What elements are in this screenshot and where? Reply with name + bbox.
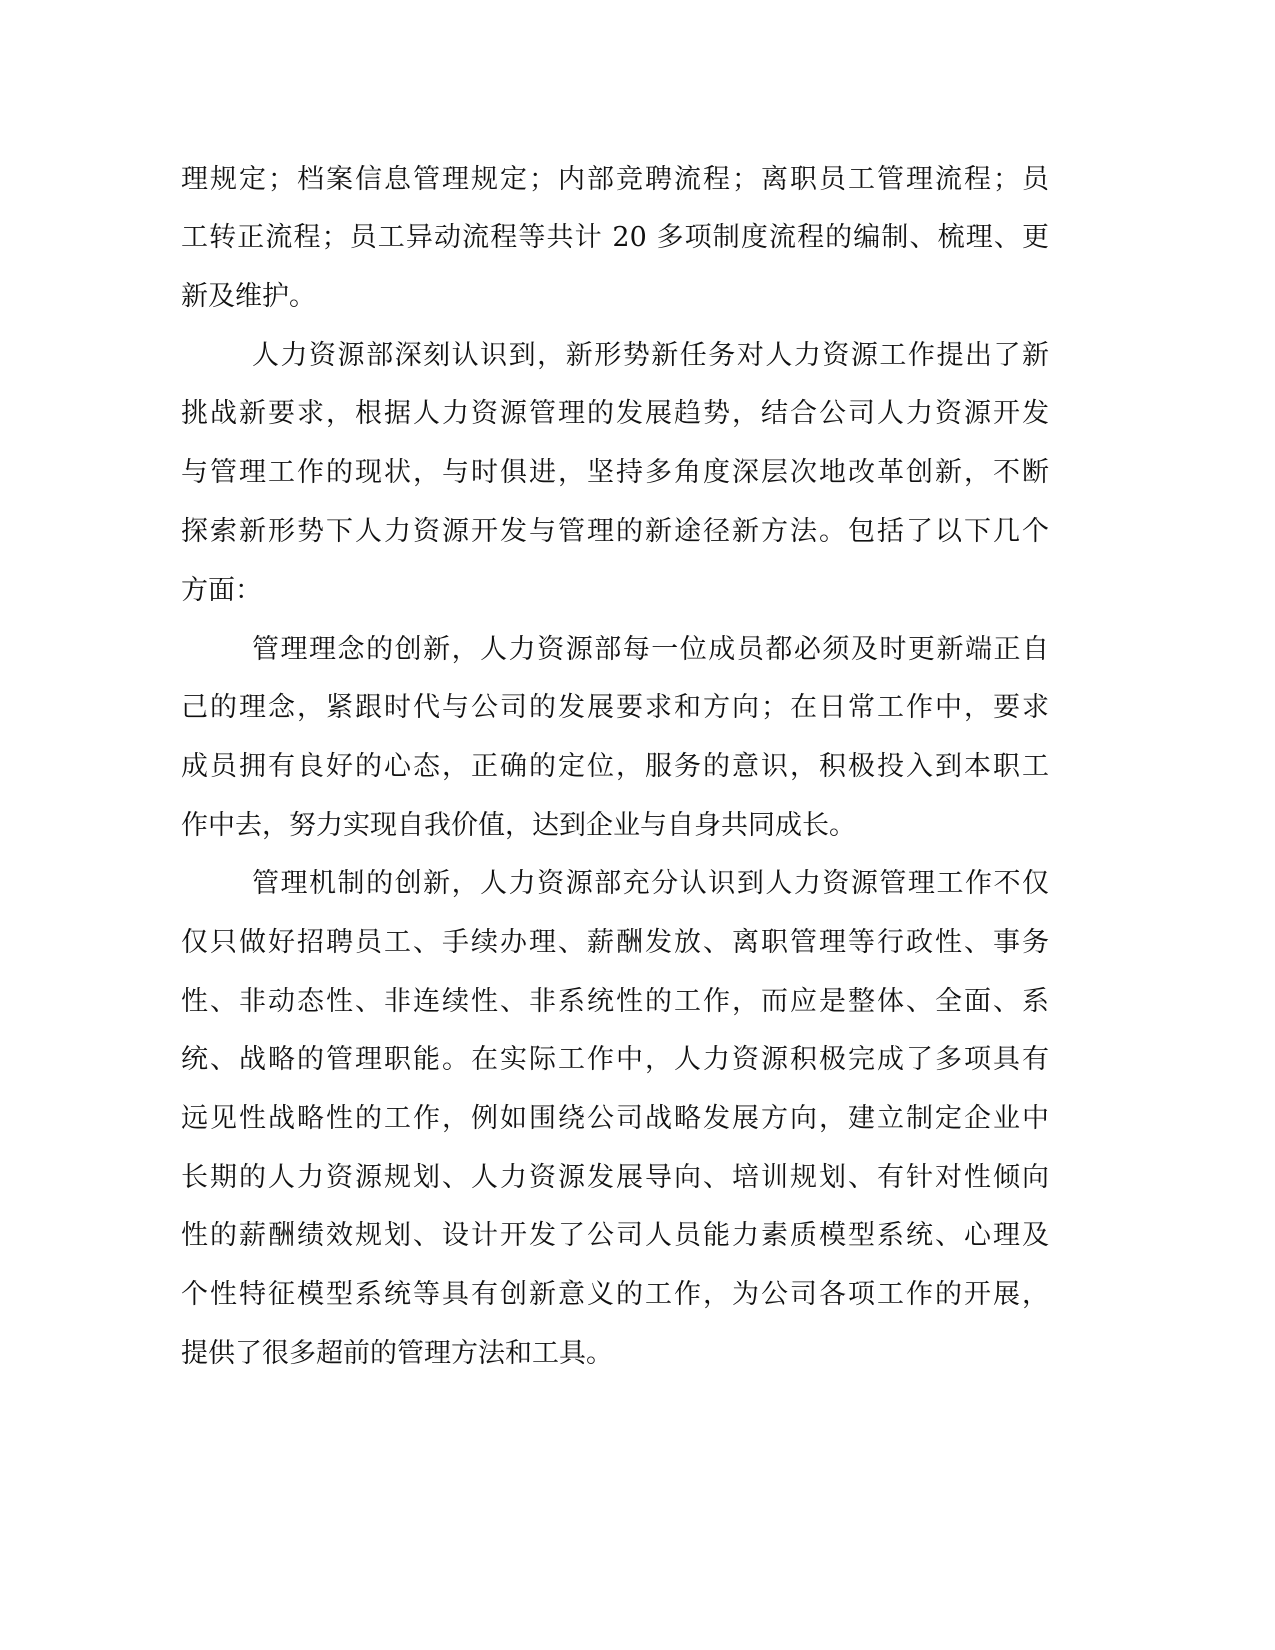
text-line: 探索新形势下人力资源开发与管理的新途径新方法。包括了以下几个: [181, 516, 1049, 547]
text-line: 仅只做好招聘员工、手续办理、薪酬发放、离职管理等行政性、事务: [181, 927, 1049, 958]
text-line: 理规定；档案信息管理规定；内部竞聘流程；离职员工管理流程；员: [181, 164, 1049, 195]
text-line: 挑战新要求，根据人力资源管理的发展趋势，结合公司人力资源开发: [181, 398, 1049, 429]
text-line: 工转正流程；员工异动流程等共计 20 多项制度流程的编制、梳理、更: [181, 222, 1049, 253]
text-line: 性、非动态性、非连续性、非系统性的工作，而应是整体、全面、系: [181, 986, 1049, 1017]
paragraph-first-line: 管理理念的创新，人力资源部每一位成员都必须及时更新端正自: [252, 634, 1049, 665]
text-line: 方面：: [181, 575, 262, 606]
text-line: 统、战略的管理职能。在实际工作中，人力资源积极完成了多项具有: [181, 1044, 1049, 1075]
text-line: 己的理念，紧跟时代与公司的发展要求和方向；在日常工作中，要求: [181, 692, 1049, 723]
text-line: 与管理工作的现状，与时俱进，坚持多角度深层次地改革创新，不断: [181, 457, 1049, 488]
text-line: 远见性战略性的工作，例如围绕公司战略发展方向，建立制定企业中: [181, 1103, 1049, 1134]
text-line: 提供了很多超前的管理方法和工具。: [181, 1338, 613, 1369]
text-line: 新及维护。: [181, 281, 316, 312]
paragraph-first-line: 人力资源部深刻认识到，新形势新任务对人力资源工作提出了新: [252, 340, 1049, 371]
paragraph-first-line: 管理机制的创新，人力资源部充分认识到人力资源管理工作不仅: [252, 868, 1049, 899]
text-line: 成员拥有良好的心态，正确的定位，服务的意识，积极投入到本职工: [181, 751, 1049, 782]
text-line: 作中去，努力实现自我价值，达到企业与自身共同成长。: [181, 810, 856, 841]
text-line: 长期的人力资源规划、人力资源发展导向、培训规划、有针对性倾向: [181, 1162, 1049, 1193]
text-line: 个性特征模型系统等具有创新意义的工作，为公司各项工作的开展，: [181, 1279, 1049, 1310]
text-line: 性的薪酬绩效规划、设计开发了公司人员能力素质模型系统、心理及: [181, 1220, 1049, 1251]
